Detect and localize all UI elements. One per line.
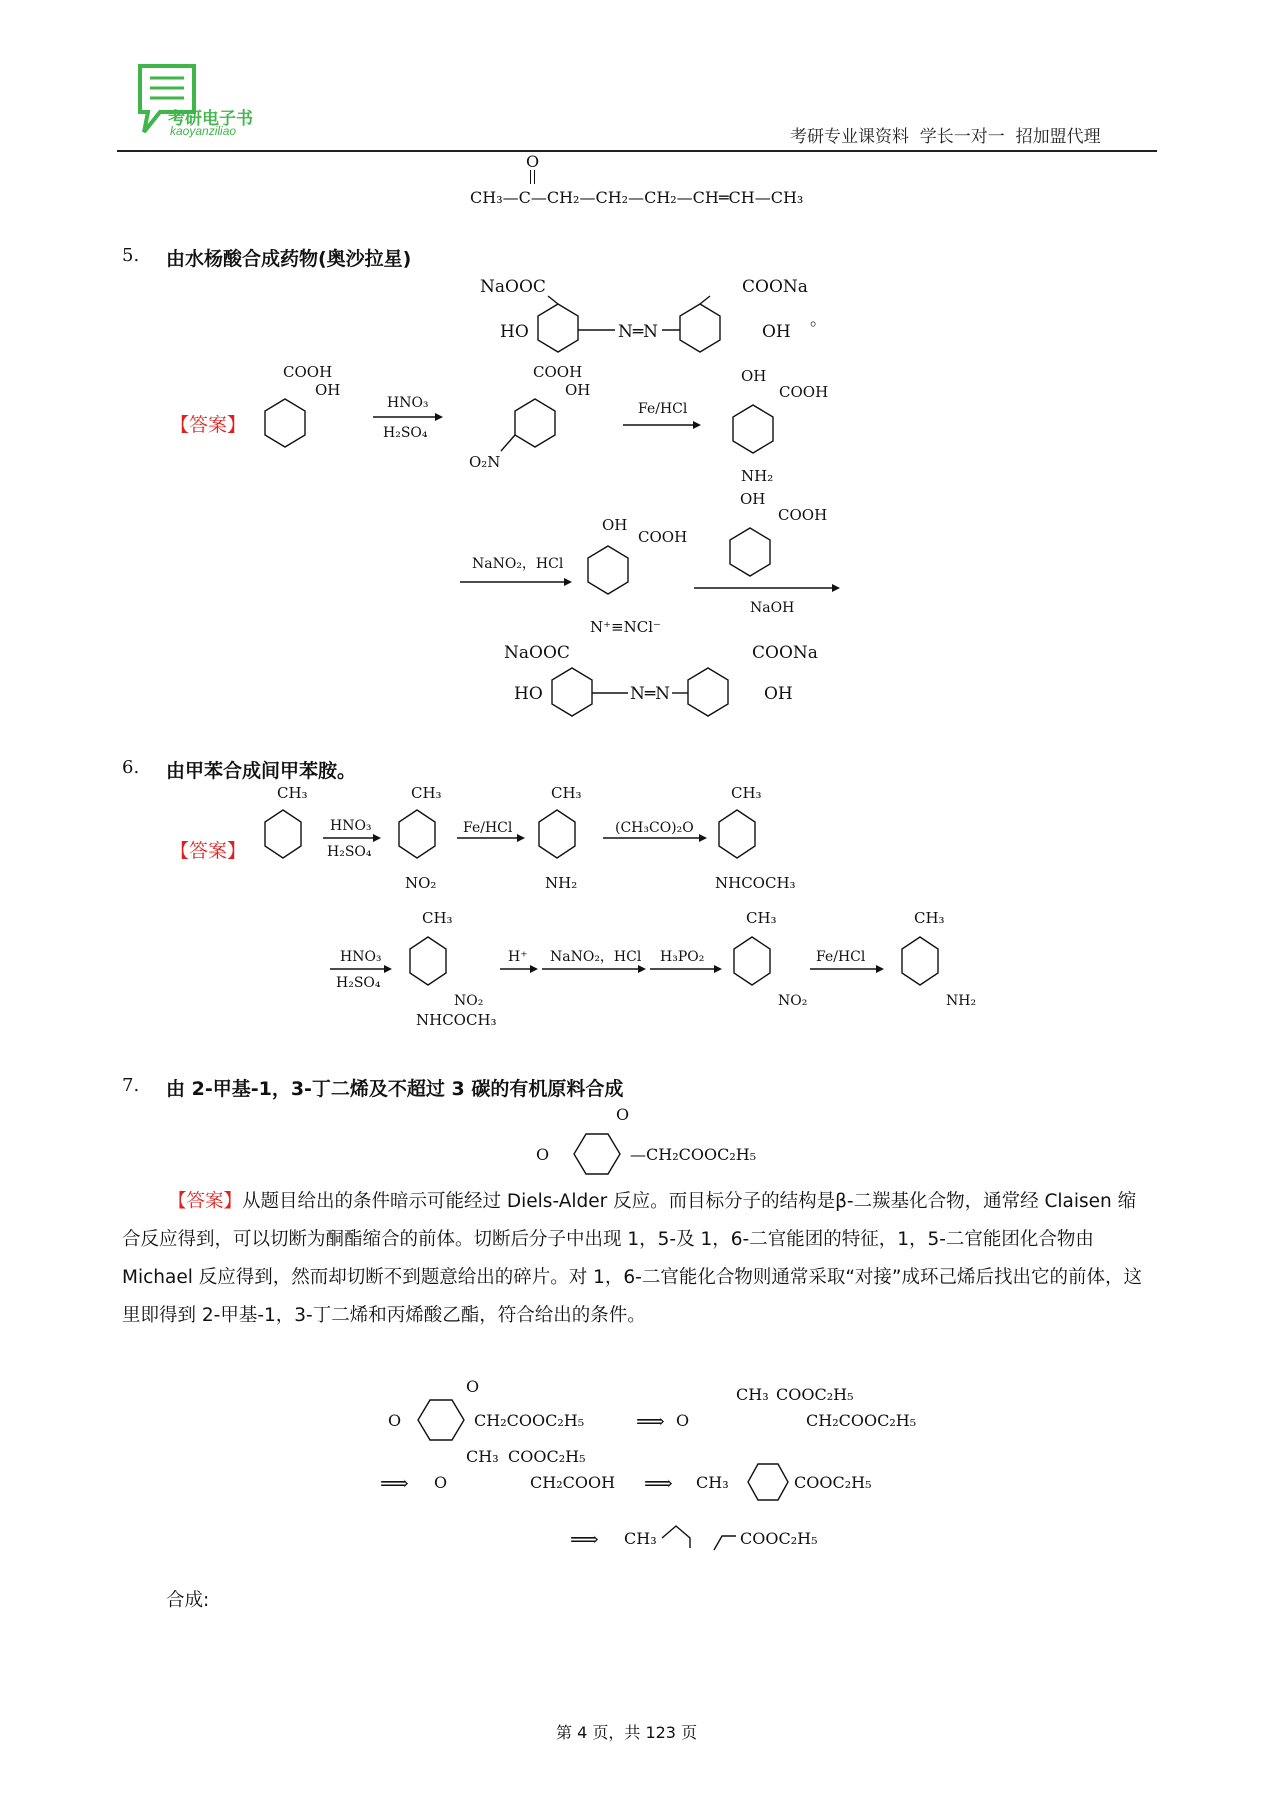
q6-r7: H₃PO₂: [660, 949, 705, 965]
q5-final-coona: COONa: [752, 643, 818, 663]
q5-final-naooc: NaOOC: [504, 643, 570, 663]
q5-amino-cooh: COOH: [779, 383, 829, 401]
q5-target-oh: OH: [762, 322, 791, 342]
page-number: 第 4 页，共 123 页: [556, 1723, 698, 1742]
q7-retro-arrow1: ⟹: [636, 1409, 665, 1433]
q5-target-dot: 。: [810, 310, 827, 330]
logo: [134, 60, 274, 140]
q5-sal2-cooh: COOH: [778, 506, 828, 524]
top-formula: [470, 150, 870, 210]
q7-target-ring: [574, 1134, 620, 1174]
q5-r4: NaOH: [750, 600, 795, 616]
q6-r3: (CH₃CO)₂O: [615, 820, 694, 836]
q7-retro-ch3-5: CH₃: [624, 1529, 657, 1548]
q7-target-o-top: O: [616, 1105, 630, 1124]
q6-r2: Fe/HCl: [463, 820, 513, 836]
q6-nitrotoluene-no2: NO₂: [405, 874, 437, 892]
q5-diazo-oh: OH: [602, 516, 628, 534]
q5-r1-top: HNO₃: [387, 395, 429, 411]
q5-amino-ring: [733, 405, 773, 453]
q6-r1-bottom: H₂SO₄: [327, 844, 372, 860]
logo-text: 考研电子书: [168, 109, 253, 128]
q5-amino-nh2: NH₂: [741, 467, 774, 485]
q5-sal2-oh: OH: [740, 490, 766, 508]
q6-row2: [330, 905, 1030, 1035]
q5-number: 5.: [122, 245, 140, 266]
q5-target-coona: COONa: [742, 277, 808, 297]
q7-retro-cooc2h5-3: COOC₂H₅: [508, 1447, 586, 1466]
q5-nitro-oh: OH: [565, 381, 591, 399]
q6-nitroamide-nhcoch3: NHCOCH₃: [416, 1011, 497, 1029]
q6-nitrotol2-no2: NO₂: [778, 993, 808, 1009]
q5-nitro-cooh: COOH: [533, 363, 583, 381]
q7-retro-cyclohexene: [748, 1464, 788, 1500]
logo-subtext: kaoyanziliao: [170, 124, 237, 138]
q6-r5: H⁺: [508, 949, 528, 965]
q7-retro-diene: [662, 1526, 690, 1548]
q6-row1: [255, 780, 875, 900]
q7-retro-o1: O: [388, 1411, 402, 1430]
q7-answer-paragraph: [122, 1183, 1152, 1335]
q7-retro-chain1: CH₂COOC₂H₅: [474, 1411, 585, 1430]
q6-title: 由甲苯合成间甲苯胺。: [166, 760, 357, 782]
q5-diazo-ring: [588, 546, 628, 594]
q5-r1-bottom: H₂SO₄: [383, 425, 428, 441]
q5-amino-oh: OH: [741, 367, 767, 385]
q7-number: 7.: [122, 1075, 140, 1096]
q6-r6: NaNO₂，HCl: [550, 949, 642, 965]
q6-acetamide-nhcoch3: NHCOCH₃: [715, 874, 796, 892]
q6-product-ring: [902, 937, 938, 985]
q7-title: 由 2-甲基-1，3-丁二烯及不超过 3 碳的有机原料合成: [166, 1078, 624, 1100]
q6-product-ch3: CH₃: [914, 909, 945, 927]
top-formula-oxygen: O: [526, 152, 540, 171]
q6-product-nh2: NH₂: [946, 993, 977, 1009]
q7-synthesis-label: 合成:: [166, 1590, 210, 1611]
q6-r4-bottom: H₂SO₄: [336, 975, 381, 991]
q6-toluidine-nh2: NH₂: [545, 874, 578, 892]
q6-toluene-ring: [265, 810, 301, 858]
q7-retro-o1-top: O: [466, 1377, 480, 1396]
q7-retro-o2: O: [676, 1411, 690, 1430]
q5-target-ho: HO: [500, 322, 529, 342]
q7-answer-label: 【答案】: [168, 1191, 243, 1212]
q7-retro-arrow3: ⟹: [644, 1471, 673, 1495]
q5-final-azo: N═N: [630, 684, 670, 704]
q6-r4-top: HNO₃: [340, 949, 382, 965]
q5-r2: Fe/HCl: [638, 401, 688, 417]
q5-diazo-cooh: COOH: [638, 528, 688, 546]
q6-nitroamide-no2: NO₂: [454, 993, 484, 1009]
q5-final-ring-left: [552, 668, 592, 716]
q7-retro-ring1: [418, 1400, 464, 1440]
q5-target-ring-left: [538, 304, 578, 352]
q7-target-structure: [536, 1100, 836, 1180]
q5-diazo-salt: N⁺≡NCl⁻: [590, 618, 661, 636]
q7-retro-cooc2h5-4: COOC₂H₅: [794, 1473, 872, 1492]
q6-nitrotoluene-ch3: CH₃: [411, 784, 442, 802]
q7-retro-ch3-2: CH₃: [736, 1385, 769, 1404]
q6-r1-top: HNO₃: [330, 818, 372, 834]
q6-nitrotoluene-ring: [399, 810, 435, 858]
q7-target-chain: —CH₂COOC₂H₅: [630, 1145, 757, 1164]
q5-final-structure: [494, 636, 874, 726]
q7-retro-ch3-4: CH₃: [696, 1473, 729, 1492]
q5-target-ring-right: [680, 304, 720, 352]
q5-final-ho: HO: [514, 684, 543, 704]
q5-target-naooc: NaOOC: [480, 277, 546, 297]
q6-nitroamide-ring: [410, 937, 446, 985]
header-slogan: 考研专业课资料 学长一对一 招加盟代理: [790, 127, 1101, 147]
q5-sal-cooh: COOH: [283, 363, 333, 381]
q5-final-ring-right: [688, 668, 728, 716]
q7-retro-o3: O: [434, 1473, 448, 1492]
q7-retro-cooc2h5-5: COOC₂H₅: [740, 1529, 818, 1548]
q6-toluidine-ch3: CH₃: [551, 784, 582, 802]
q6-nitroamide-ch3: CH₃: [422, 909, 453, 927]
q5-answer-label: 【答案】: [170, 414, 247, 436]
q7-answer-text: 从题目给出的条件暗示可能经过 Diels-Alder 反应。而目标分子的结构是β-二羰基化合物，通常经 Claisen 缩合反应得到，可以切断为酮酯缩合的前体。切断后分子中出现 1，5-及 1，6-二官能团的特征，1，5-二官能团化合物由 Michael 反应得到，然而却切断不到题意给出的碎片。对 1，6-二官能化合物则通常采取“对接”成环己烯后找出它的前体，这里即得到 2-甲基-1，3-丁二烯和丙烯酸乙酯，符合给出的条件。: [122, 1191, 1143, 1326]
q5-row1: [255, 355, 855, 485]
q5-sal2-ring: [730, 528, 770, 576]
q6-answer-label: 【答案】: [170, 840, 247, 862]
q6-acetamide-ring: [719, 810, 755, 858]
q6-nitrotol2-ch3: CH₃: [746, 909, 777, 927]
q5-nitro-ring: [515, 399, 555, 447]
q7-retro-chain2: CH₂COOC₂H₅: [806, 1411, 917, 1430]
q7-retro-cooc2h5-2: COOC₂H₅: [776, 1385, 854, 1404]
q6-toluidine-ring: [539, 810, 575, 858]
q5-sal-oh: OH: [315, 381, 341, 399]
q5-row2: [460, 490, 880, 640]
q5-salicylic-ring: [265, 399, 305, 447]
q6-toluene-ch3: CH₃: [277, 784, 308, 802]
q7-retro-acrylate: [714, 1536, 736, 1550]
q5-nitro-o2n: O₂N: [469, 453, 501, 471]
q5-final-oh: OH: [764, 684, 793, 704]
q5-r3: NaNO₂，HCl: [472, 556, 564, 572]
q7-retro-arrow4: ⟹: [570, 1527, 599, 1551]
top-formula-double-bond: [530, 170, 535, 184]
q7-retrosynthesis: [380, 1370, 980, 1570]
q6-r8: Fe/HCl: [816, 949, 866, 965]
q6-nitrotol2-ring: [734, 937, 770, 985]
q7-retro-arrow2: ⟹: [380, 1471, 409, 1495]
q6-number: 6.: [122, 757, 140, 778]
q5-title: 由水杨酸合成药物(奥沙拉星): [166, 248, 412, 270]
q7-retro-ch2cooh: CH₂COOH: [530, 1473, 616, 1492]
q6-acetamide-ch3: CH₃: [731, 784, 762, 802]
q7-retro-ch3-3: CH₃: [466, 1447, 499, 1466]
top-formula-chain: CH₃—C—CH₂—CH₂—CH₂—CH═CH—CH₃: [470, 188, 804, 207]
q5-target-azo: N═N: [618, 322, 658, 342]
q7-target-o-left: O: [536, 1145, 550, 1164]
